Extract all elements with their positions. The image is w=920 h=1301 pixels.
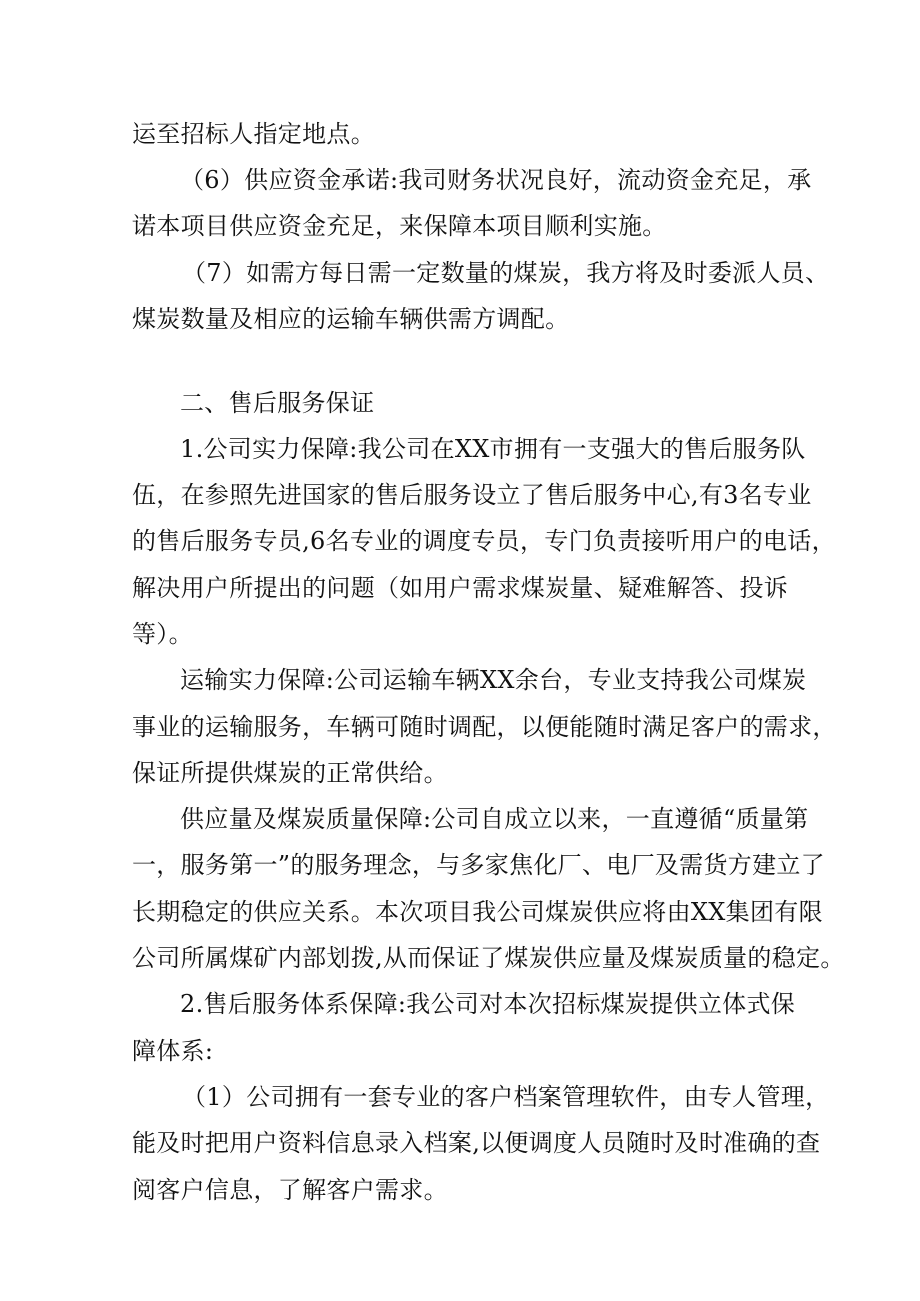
paragraph-line: （7）如需方每日需一定数量的煤炭，我方将及时委派人员、	[182, 259, 830, 287]
paragraph-line: 公司所属煤矿内部划拨,从而保证了煤炭供应量及煤炭质量的稳定。	[132, 944, 845, 972]
paragraph-line: 的售后服务专员,6名专业的调度专员，专门负责接听用户的电话，	[132, 527, 836, 555]
paragraph-line: 煤炭数量及相应的运输车辆供需方调配。	[132, 305, 570, 333]
paragraph-line: 1.公司实力保障:我公司在XX市拥有一支强大的售后服务队	[180, 435, 806, 463]
paragraph-line: 阅客户信息，了解客户需求。	[132, 1176, 448, 1204]
paragraph-line: 运输实力保障:公司运输车辆XX余台，专业支持我公司煤炭	[180, 666, 807, 694]
paragraph-line: 伍，在参照先进国家的售后服务设立了售后服务中心,有3名专业	[132, 481, 812, 509]
paragraph-line: （6）供应资金承诺:我司财务状况良好，流动资金充足，承	[180, 166, 812, 194]
paragraph-line: （1）公司拥有一套专业的客户档案管理软件，由专人管理，	[182, 1083, 830, 1111]
paragraph-line: 解决用户所提出的问题（如用户需求煤炭量、疑难解答、投诉	[132, 574, 789, 602]
paragraph-line: 能及时把用户资料信息录入档案,以便调度人员随时及时准确的查	[132, 1129, 821, 1157]
paragraph-line: 运至招标人指定地点。	[132, 120, 375, 148]
paragraph-line: 保证所提供煤炭的正常供给。	[132, 759, 448, 787]
section-heading: 二、售后服务保证	[180, 389, 375, 417]
paragraph-line: 等）。	[132, 620, 193, 648]
paragraph-line: 诺本项目供应资金充足，来保障本项目顺利实施。	[132, 212, 667, 240]
paragraph-line: 事业的运输服务，车辆可随时调配，以便能随时满足客户的需求，	[132, 713, 837, 741]
paragraph-line: 障体系:	[132, 1037, 214, 1065]
paragraph-line: 一，服务第一”的服务理念，与多家焦化厂、电厂及需货方建立了	[132, 851, 825, 879]
paragraph-line: 供应量及煤炭质量保障:公司自成立以来，一直遵循“质量第	[180, 805, 809, 833]
paragraph-line: 2.售后服务体系保障:我公司对本次招标煤炭提供立体式保	[180, 990, 796, 1018]
paragraph-line: 长期稳定的供应关系。本次项目我公司煤炭供应将由XX集团有限	[132, 898, 823, 926]
